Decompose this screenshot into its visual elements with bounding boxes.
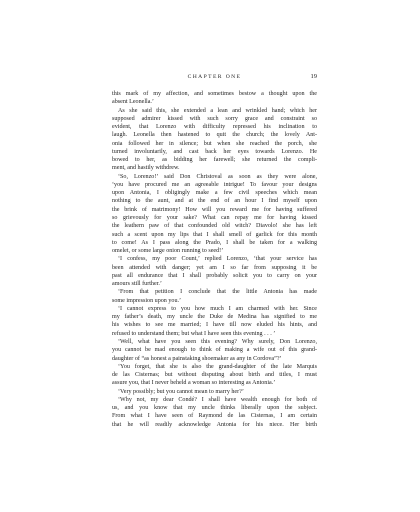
text-line: ‘Well, what have you seen this evening? Why surely, Don Lorenzo, [118, 338, 317, 345]
text-line: ‘So, Lorenzo!’ said Don Christoval as soon as they were alone, [118, 173, 317, 180]
page-number: 19 [310, 73, 317, 80]
text-line: As she said this, she extended a lean and wrinkled hand; which her [118, 107, 317, 114]
text-line: turned involuntarily, and cast back her eyes towards Lorenzo. He [112, 148, 317, 155]
running-head [112, 74, 317, 84]
text-line: to come! As I pass along the Prado, I shall be taken for a walking [112, 239, 317, 246]
text-line: some impression upon you.’ [112, 297, 182, 304]
text-line: bowed to her, as bidding her farewell; she returned the compli- [112, 157, 317, 164]
text-line: absent Leonella.’ [112, 99, 154, 106]
text-line: the leathern paw of that confounded old witch? Diavolo! she has left [112, 223, 317, 230]
text-line: you cannot be mad enough to think of making a wife out of this grand- [112, 347, 317, 354]
text-line: my father’s death, my uncle the Duke de Medina has signified to me [112, 314, 317, 321]
text-line: that he will readily acknowledge Antonia for his niece. Her birth [112, 421, 317, 428]
text-line: supposed admirer kissed with such sorry grace and constraint so [112, 115, 317, 122]
text-line: us, and you know that my uncle thinks liberally upon the subject. [112, 405, 317, 412]
text-line: assure you, that I never beheld a woman so interesting as Antonia.’ [112, 380, 276, 387]
text-line: been attended with danger; yet am I so far from supposing it be [112, 264, 317, 271]
text-line: evident, that Lorenzo with difficulty repressed his inclination to [112, 124, 317, 131]
text-line: ‘I confess, my poor Count,’ replied Lorenzo, ‘that your service has [118, 256, 317, 263]
text-line: ‘You forget, that she is also the grand-daughter of the late Marquis [118, 363, 317, 370]
text-line: daughter of “as honest a painstaking shoemaker as any in Cordova”?’ [112, 355, 282, 362]
text-line: ‘From that petition I conclude that the little Antonia has made [118, 289, 317, 296]
text-line: amours still further.’ [112, 281, 162, 288]
text-line: ment, and hastily withdrew. [112, 165, 180, 172]
text-line: ‘Why not, my dear Condé? I shall have wealth enough for both of [118, 396, 317, 403]
body-text [112, 90, 317, 429]
text-line: nothing to the aunt, and at the end of an hour I find myself upon [112, 198, 317, 205]
text-line: de las Cisternas; but without disputing about birth and titles, I must [112, 372, 317, 379]
text-line: ‘Very possibly; but you cannot mean to marry her?’ [118, 388, 244, 395]
text-line: upon Antonia, I obligingly make a few civil speeches which mean [112, 190, 317, 197]
text-line: onia followed her in silence; but when she reached the porch, she [112, 140, 317, 147]
text-line: past all endurance that I shall probably solicit you to carry on your [112, 272, 317, 279]
text-line: ‘you have procured me an agreeable intrigue! To favour your designs [112, 181, 317, 188]
text-line: so grievously for your sake? What can repay me for having kissed [112, 214, 317, 221]
text-line: the brink of matrimony! How will you reward me for having suffered [112, 206, 317, 213]
text-line: his wishes to see me married; I have till now eluded his hints, and [112, 322, 317, 329]
text-line: omelet, or some large onion running to seed!’ [112, 248, 224, 255]
text-line: ‘I cannot express to you how much I am charmed with her. Since [118, 305, 317, 312]
text-line: laugh. Leonella then hastened to quit the church; the lovely Ant- [112, 132, 317, 139]
text-line: From what I have seen of Raymond de las Cisternas, I am certain [112, 413, 317, 420]
chapter-title: CHAPTER ONE [187, 74, 242, 80]
text-line: refused to understand them; but what I have seen this evening . . . ’ [112, 330, 276, 337]
text-line: such a scent upon my lips that I shall smell of garlick for this month [112, 231, 317, 238]
text-line: this mark of my affection, and sometimes bestow a thought upon the [112, 91, 317, 97]
